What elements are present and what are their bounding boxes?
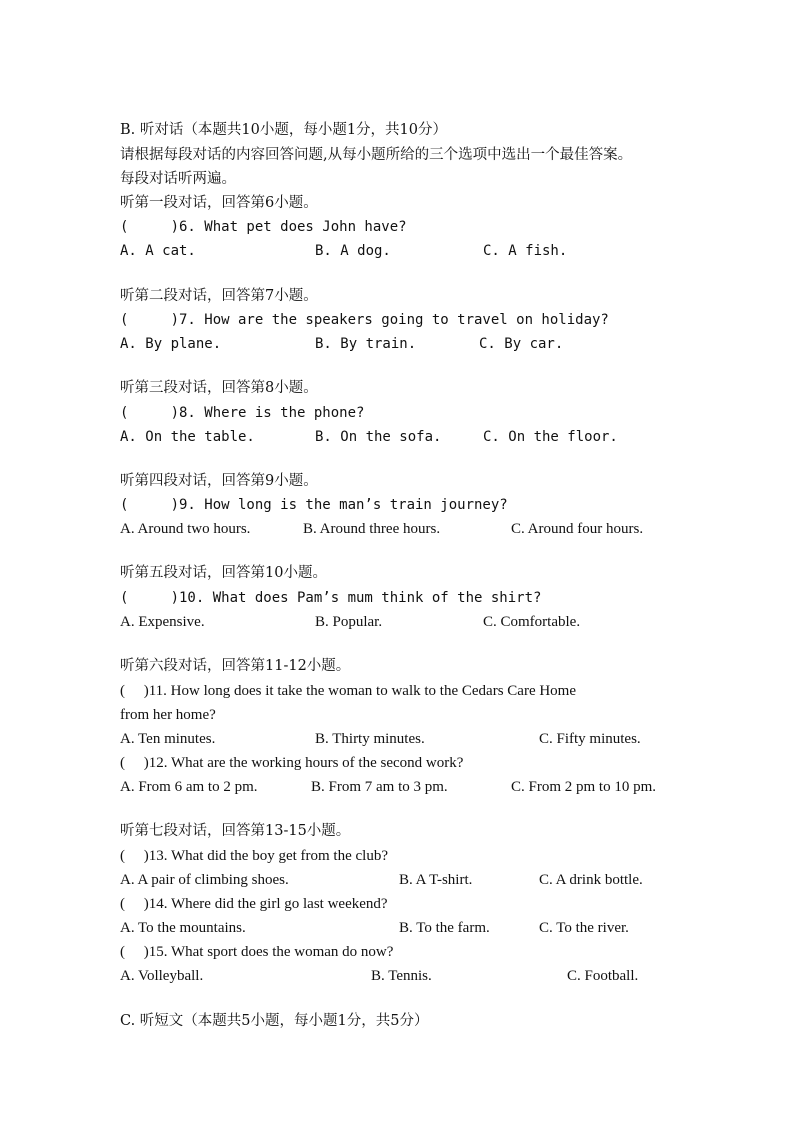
option-b: B. To the farm. <box>399 920 490 936</box>
option-c: C. A fish. <box>483 243 568 259</box>
dialogue-heading: 听第七段对话，回答第13-15小题。 <box>120 823 351 839</box>
option-c: C. Comfortable. <box>483 614 581 630</box>
dialogue-heading: 听第三段对话，回答第8小题。 <box>120 380 318 396</box>
dialogue-heading: 听第二段对话，回答第7小题。 <box>120 288 318 304</box>
section-b-title: B. 听对话（本题共10小题，每小题1分，共10分） <box>120 122 447 138</box>
option-b: B. By train. <box>315 336 417 352</box>
option-a: A. From 6 am to 2 pm. <box>120 779 258 795</box>
option-b: B. Tennis. <box>371 968 432 984</box>
question-text: ( )14. Where did the girl go last weekend? <box>120 896 388 912</box>
option-a: A. Around two hours. <box>120 521 251 537</box>
option-a: A. By plane. <box>120 336 222 352</box>
question-text: ( )13. What did the boy get from the club? <box>120 848 388 864</box>
option-c: C. On the floor. <box>483 429 618 445</box>
option-b: B. Popular. <box>315 614 383 630</box>
dialogue-heading: 听第六段对话，回答第11-12小题。 <box>120 658 351 674</box>
option-c: C. From 2 pm to 10 pm. <box>511 779 657 795</box>
option-b: B. A dog. <box>315 243 391 259</box>
dialogue-heading: 听第五段对话，回答第10小题。 <box>120 565 327 581</box>
option-a: A. A cat. <box>120 243 196 259</box>
option-c: C. Fifty minutes. <box>539 731 641 747</box>
option-b: B. Around three hours. <box>303 521 441 537</box>
dialogue-heading: 听第四段对话，回答第9小题。 <box>120 473 318 489</box>
question-text: from her home? <box>120 707 216 723</box>
option-a: A. A pair of climbing shoes. <box>120 872 289 888</box>
question-text: ( )11. How long does it take the woman to walk to the Cedars Care Home <box>120 683 577 699</box>
question-text: ( )10. What does Pam’s mum think of the shirt? <box>120 590 542 606</box>
option-b: B. Thirty minutes. <box>315 731 425 747</box>
question-text: ( )8. Where is the phone? <box>120 405 365 421</box>
question-text: ( )15. What sport does the woman do now? <box>120 944 394 960</box>
option-a: A. Volleyball. <box>120 968 204 984</box>
section-b-instruction: 请根据每段对话的内容回答问题,从每小题所给的三个选项中选出一个最佳答案。 <box>120 147 633 163</box>
dialogue-heading: 听第一段对话，回答第6小题。 <box>120 195 318 211</box>
option-b: B. From 7 am to 3 pm. <box>311 779 448 795</box>
question-text: ( )6. What pet does John have? <box>120 219 407 235</box>
option-b: B. A T-shirt. <box>399 872 473 888</box>
option-c: C. Around four hours. <box>511 521 644 537</box>
option-c: C. To the river. <box>539 920 629 936</box>
question-text: ( )9. How long is the man’s train journey? <box>120 497 508 513</box>
option-a: A. Ten minutes. <box>120 731 216 747</box>
question-text: ( )7. How are the speakers going to travel on holiday? <box>120 312 609 328</box>
question-text: ( )12. What are the working hours of the second work? <box>120 755 464 771</box>
option-a: A. To the mountains. <box>120 920 246 936</box>
section-c-title: C. 听短文（本题共5小题，每小题1分，共5分） <box>120 1013 429 1029</box>
option-c: C. Football. <box>567 968 639 984</box>
option-b: B. On the sofa. <box>315 429 442 445</box>
option-a: A. On the table. <box>120 429 255 445</box>
section-b-instruction: 每段对话听两遍。 <box>120 171 236 187</box>
option-c: C. By car. <box>479 336 564 352</box>
option-a: A. Expensive. <box>120 614 205 630</box>
option-c: C. A drink bottle. <box>539 872 643 888</box>
